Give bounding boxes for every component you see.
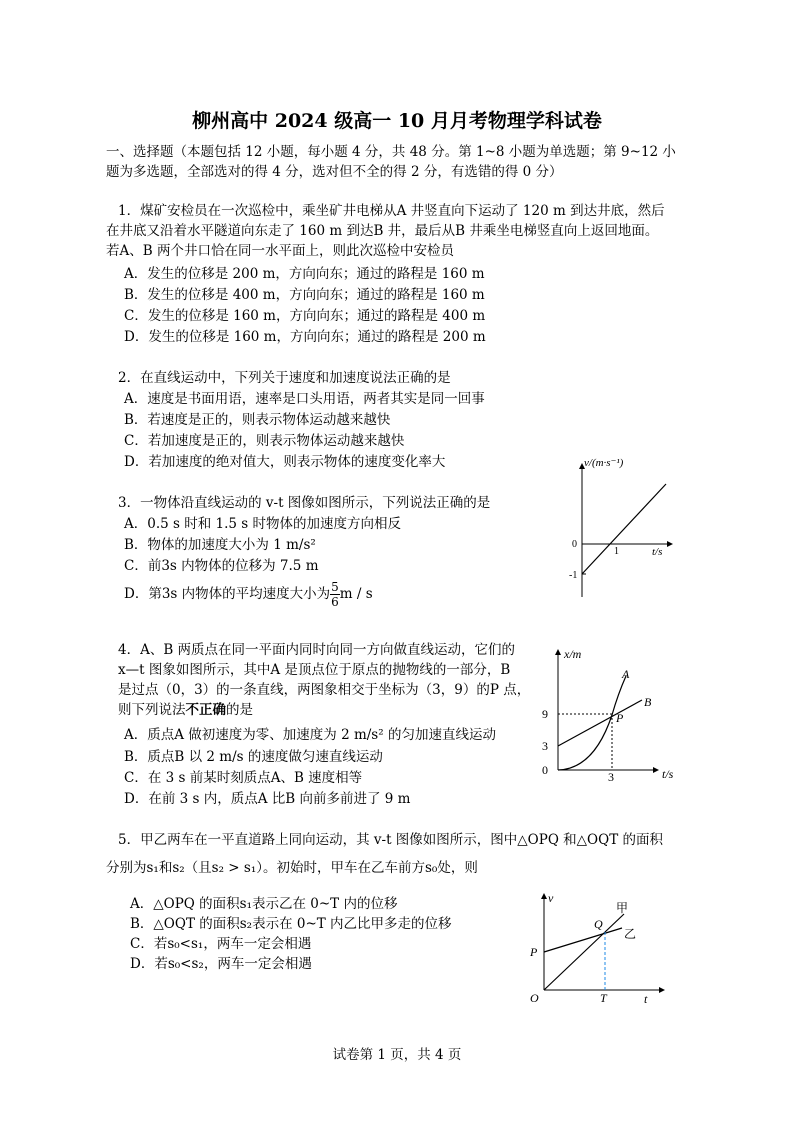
tick-label-t: T [600, 991, 607, 1005]
curve-label-a: A [622, 667, 630, 681]
fraction-numerator: 5 [331, 580, 339, 594]
axis-label-x: x/m [564, 647, 582, 661]
q1-option-d: D．发生的位移是 160 m，方向向东；通过的路程是 200 m [124, 329, 486, 345]
line-yi [544, 928, 622, 952]
point-label-q: Q [594, 917, 603, 931]
q1-option-b: B．发生的位移是 400 m，方向向东；通过的路程是 160 m [124, 287, 485, 303]
q3-option-d [124, 580, 373, 609]
q4-stem-line4-pre: 则下列说法 [118, 702, 186, 718]
q5-option-c: C．若s₀<s₁，两车一定会相遇 [130, 936, 312, 952]
q3-option-a: A．0.5 s 时和 1.5 s 时物体的加速度方向相反 [124, 516, 402, 532]
section-instructions-line2: 题为多选题，全部选对的得 4 分，选对但不全的得 2 分，有选错的得 0 分） [106, 164, 563, 180]
q4-option-a: A．质点A 做初速度为零、加速度为 2 m/s² 的匀加速直线运动 [124, 727, 496, 743]
q1-stem-line3: 若A、B 两个井口恰在同一水平面上，则此次巡检中安检员 [106, 243, 454, 259]
q2-stem: 2．在直线运动中，下列关于速度和加速度说法正确的是 [118, 370, 451, 386]
line-label-b: B [644, 695, 652, 709]
velocity-line [582, 484, 666, 574]
q5-option-a: A．△OPQ 的面积s₁表示乙在 0~T 内的位移 [130, 896, 398, 912]
q4-stem-line3: 是过点（0，3）的一条直线，两图象相交于坐标为（3，9）的P 点， [118, 682, 531, 698]
q4-stem-line2: x—t 图象如图所示，其中A 是顶点位于原点的抛物线的一部分，B [118, 662, 511, 678]
point-label-p: P [530, 945, 538, 959]
axis-label-t: t/s [662, 767, 674, 781]
axis-label-v: v/(m·s⁻¹) [584, 457, 624, 469]
q5-vt-graph [524, 890, 674, 1005]
q5-stem-line1: 5．甲乙两车在一平直道路上同向运动，其 v-t 图像如图所示，图中△OPQ 和△OQT 的面积 [118, 832, 663, 848]
page-footer: 试卷第 1 页，共 4 页 [332, 1047, 462, 1063]
q2-option-b: B．若速度是正的，则表示物体运动越来越快 [124, 412, 391, 428]
q5-option-b: B．△OQT 的面积s₂表示在 0~T 内乙比甲多走的位移 [130, 916, 452, 932]
point-label-p: P [616, 711, 624, 725]
tick-label-3: 3 [542, 739, 548, 753]
tick-label-t3: 3 [608, 770, 614, 784]
line-label-jia: 甲 [616, 901, 629, 915]
line-b [558, 700, 642, 746]
origin-label: 0 [572, 539, 577, 550]
q5-option-d: D．若s₀<s₂，两车一定会相遇 [130, 956, 312, 972]
axis-label-v: v [548, 891, 554, 905]
q1-stem-line1: 1．煤矿安检员在一次巡检中，乘坐矿井电梯从A 井竖直向下运动了 120 m 到达井底，然后 [118, 203, 665, 219]
line-label-yi: 乙 [624, 927, 637, 941]
tick-label-1: 1 [614, 546, 619, 557]
q3-option-d-unit: m / s [339, 586, 373, 602]
q4-stem-line4 [118, 700, 253, 720]
q2-option-c: C．若加速度是正的，则表示物体运动越来越快 [124, 433, 405, 449]
q3-option-b: B．物体的加速度大小为 1 m/s² [124, 537, 316, 553]
q4-option-c: C．在 3 s 前某时刻质点A、B 速度相等 [124, 770, 363, 786]
axis-label-t: t [644, 992, 648, 1005]
tick-label-minus1: -1 [569, 570, 578, 581]
q4-option-b: B．质点B 以 2 m/s 的速度做匀速直线运动 [124, 749, 383, 765]
section-instructions-line1: 一、选择题（本题包括 12 小题，每小题 4 分，共 48 分。第 1~8 小题为单选题；第 9~12 小 [106, 144, 676, 160]
q4-stem-line1: 4．A、B 两质点在同一平面内同时向同一方向做直线运动，它们的 [118, 642, 516, 658]
q3-vt-graph [560, 452, 680, 602]
axis-label-t: t/s [652, 546, 663, 558]
page-title: 柳州高中 2024 级高一 10 月月考物理学科试卷 [192, 110, 602, 132]
origin-label: 0 [542, 763, 548, 777]
tick-label-9: 9 [542, 707, 548, 721]
line-jia [544, 914, 624, 990]
q4-xt-graph [534, 644, 684, 784]
q2-option-a: A．速度是书面用语，速率是口头用语，两者其实是同一回事 [124, 391, 485, 407]
origin-label-o: O [530, 991, 539, 1005]
q1-option-c: C．发生的位移是 160 m，方向向东；通过的路程是 400 m [124, 308, 486, 324]
q2-option-d: D．若加速度的绝对值大，则表示物体的速度变化率大 [124, 454, 446, 470]
q5-stem-line2: 分别为s₁和s₂（且s₂ > s₁）。初始时，甲车在乙车前方s₀处，则 [106, 860, 478, 876]
emphasis-not-correct: 不正确 [185, 702, 226, 718]
q3-option-d-text: D．第3s 内物体的平均速度大小为 [124, 586, 331, 602]
fraction-denominator: 6 [331, 595, 339, 609]
q1-stem-line2: 在井底又沿着水平隧道向东走了 160 m 到达B 井，最后从B 井乘坐电梯竖直向上返回地面。 [106, 223, 659, 239]
q3-stem: 3．一物体沿直线运动的 v-t 图像如图所示，下列说法正确的是 [118, 495, 491, 511]
q4-stem-line4-post: 的是 [226, 702, 253, 718]
q3-option-c: C．前3s 内物体的位移为 7.5 m [124, 558, 319, 574]
q1-option-a: A．发生的位移是 200 m，方向向东；通过的路程是 160 m [124, 266, 485, 282]
q4-option-d: D．在前 3 s 内，质点A 比B 向前多前进了 9 m [124, 791, 411, 807]
fraction [330, 580, 340, 609]
